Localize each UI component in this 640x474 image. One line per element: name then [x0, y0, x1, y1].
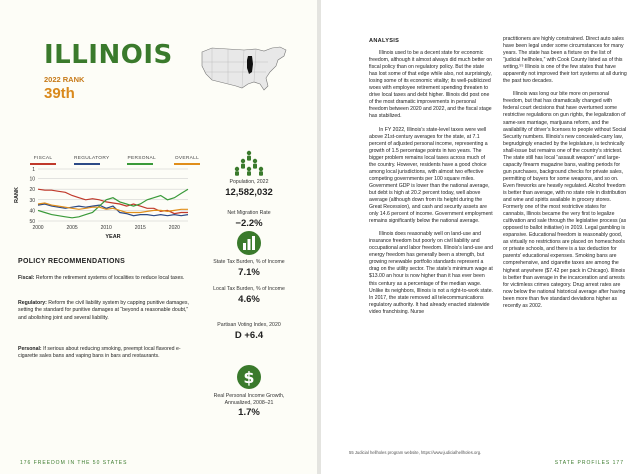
x-tick-label: 2010	[100, 225, 112, 231]
stat-label: State Tax Burden, % of Income	[213, 259, 285, 265]
analysis-column-2	[503, 36, 627, 316]
legend-item-personal: PERSONAL	[127, 156, 156, 165]
stat-population	[204, 150, 294, 198]
stat-income-growth	[204, 364, 294, 418]
analysis-heading: ANALYSIS	[369, 38, 400, 44]
paragraph: practitioners are highly constrained. Direct auto sales have been legal under some circumstances for many years. The state has been a fixture on the list of “judicial hellholes,” with Cook County listed as of this writing.⁵⁵ Illinois is one of the few states that have apparently not improved their tort systems at all during the past two decades.	[503, 36, 627, 85]
stat-value: D +6.4	[234, 329, 264, 341]
stat-value: 4.6%	[238, 293, 260, 305]
x-tick-label: 2005	[66, 225, 78, 231]
series-line-regulatory	[38, 204, 188, 216]
footnote: 55 Judicial hellholes program website, https://www.judicialhellholes.org.	[349, 450, 482, 455]
x-tick-label: 2015	[134, 225, 146, 231]
y-tick-label: 10	[29, 176, 35, 183]
y-tick-label: 20	[29, 187, 35, 194]
page-footer-right: STATE PROFILES 177	[554, 460, 624, 466]
dollar-icon	[236, 364, 262, 390]
stat-net-migration	[204, 210, 294, 229]
stat-label: Population, 2022	[229, 179, 269, 185]
policy-personal: Personal: If serious about reducing smoking, preempt local flavored e-cigarette sales bans and vaping bans in bars and restaurants.	[18, 346, 181, 360]
y-axis-label: RANK	[14, 187, 20, 203]
x-axis-label: YEAR	[105, 234, 121, 240]
stat-value: 1.7%	[238, 407, 260, 419]
legend-item-regulatory: REGULATORY	[74, 156, 110, 165]
rank-label: 2022 RANK	[44, 75, 85, 84]
stat-local-tax	[204, 286, 294, 305]
left-page	[0, 0, 317, 474]
y-tick-label: 30	[29, 197, 35, 204]
stat-value: −2.2%	[235, 217, 263, 229]
svg-text:$: $	[243, 368, 255, 387]
paragraph: Illinois used to be a decent state for economic freedom, although it almost always did much better on fiscal policy than on regulatory policy. But the state has lost some of that edge while also, not surprisingly, losing some of its economic vitality; its well-publicized woes with employee retirement spending threaten to drive local taxes and debt higher. Illinois did post one of the most dramatic improvements in personal freedom between 2020 and 2022, and the fiscal stage has stabilized.	[369, 50, 493, 120]
x-tick-label: 2020	[168, 225, 180, 231]
paragraph: Illinois does reasonably well on land-use and insurance freedom but poorly on civil liability and occupational and labor freedom. Illinois’s land-use and energy freedom has generally been a strength, but growing renewable portfolio standards represent a drag on the utility sector. The state’s minimum wage at $13.00 an hour is now higher than it has ever been this century as a percentage of the median wage. Unlike its neighbors, Illinois is not a right-to-work state. In 2017, the state removed all telecommunications regulatory authority. It had already enacted statewide video franchising. Nurse	[369, 231, 493, 315]
policy-regulatory: Regulatory: Reform the civil liability system by capping punitive damages, setting the standard for punitive damages at “beyond a reasonable doubt,” and abolishing joint and several liability.	[18, 300, 189, 321]
stat-partisan-index	[204, 322, 294, 341]
y-tick-label: 40	[29, 208, 35, 215]
stat-label: Partisan Voting Index, 2020	[217, 322, 281, 328]
x-tick-label: 2000	[32, 225, 44, 231]
population-icon	[232, 150, 266, 176]
paragraph: In FY 2022, Illinois’s state-level taxes were well above 21st-century averages for the state, at 7.1 percent of adjusted personal income, representing a growth of 1.5 percentage points in two years. The bigger problem remains local taxes across much of the country. However, residents have a good choice among local jurisdictions, with almost two effective competing governments per 100 square miles. Government GDP is lower than the national average, but debt is high at 20.2 percent today, well above average (although down from its height during the Great Recession), and cash and security assets are only 14.6 percent of income. Government employment remains significantly below the national average.	[369, 126, 493, 225]
us-map-icon	[198, 42, 290, 96]
y-tick-label: 50	[29, 219, 35, 225]
stat-state-tax	[204, 230, 294, 278]
stat-value: 7.1%	[238, 266, 260, 278]
paragraph: Illinois was long our bite more on personal freedom, but that has dramatically changed with federal court decisions that have overturned some restrictive regulations on gun rights, the legalization of same-sex marriage, marijuana reform, and the availability of driver’s licenses to people without Social Security numbers. Illinois’s new concealed-carry law, begrudgingly enacted by the legislature, is technically shall-issue but remains one of the country’s strictest. The state still has local “assault weapon” and large-capacity firearm magazine bans, waiting periods for gun purchases, background checks for private sales, permitting of buyers for some weapons, and so on. Even fireworks are heavily regulated. Alcohol freedom is better than average, with no state role in distribution and wine and spirits available in grocery stores. Formerly one of the most restrictive states for cannabis, Illinois became the very first to legalize cultivation and sale through the legislative process (as opposed to ballot initiative) in 2019. Legal gambling is expansive. Educational freedom is reasonably good, as virtually no restrictions are placed on homeschools or private schools, and there is a tax deduction for parents’ educational expenses. Smoking bans are comprehensive, and cigarette taxes are among the highest anywhere ($7.42 per pack in Chicago). Illinois is better than average in the incarceration and arrests for victimless crimes category. Drug arrest rates are now below the national historical average after having been more than five standard deviations higher as recently as 2002.	[503, 91, 627, 309]
rank-value: 39th	[44, 85, 75, 102]
state-title: ILLINOIS	[44, 40, 173, 70]
stat-label: Real Personal Income Growth, Annualized, 2008–21	[213, 393, 285, 406]
right-page	[321, 0, 640, 474]
legend-item-fiscal: FISCAL	[30, 156, 56, 165]
legend-item-overall: OVERALL	[174, 156, 200, 165]
series-line-fiscal	[38, 189, 188, 213]
y-tick-label: 1	[32, 167, 35, 173]
stat-label: Net Migration Rate	[227, 210, 271, 216]
stat-label: Local Tax Burden, % of Income	[213, 286, 285, 292]
policy-title: POLICY RECOMMENDATIONS	[18, 258, 126, 265]
rank-line-chart	[10, 165, 200, 255]
chart-legend	[30, 156, 200, 165]
stat-value: 12,582,032	[225, 186, 273, 198]
analysis-column-1	[369, 38, 493, 322]
page-footer-left: 176 FREEDOM IN THE 50 STATES	[20, 460, 128, 466]
policy-fiscal: Fiscal: Reform the retirement systems of localities to reduce local taxes.	[18, 275, 185, 281]
bar-chart-icon	[236, 230, 262, 256]
